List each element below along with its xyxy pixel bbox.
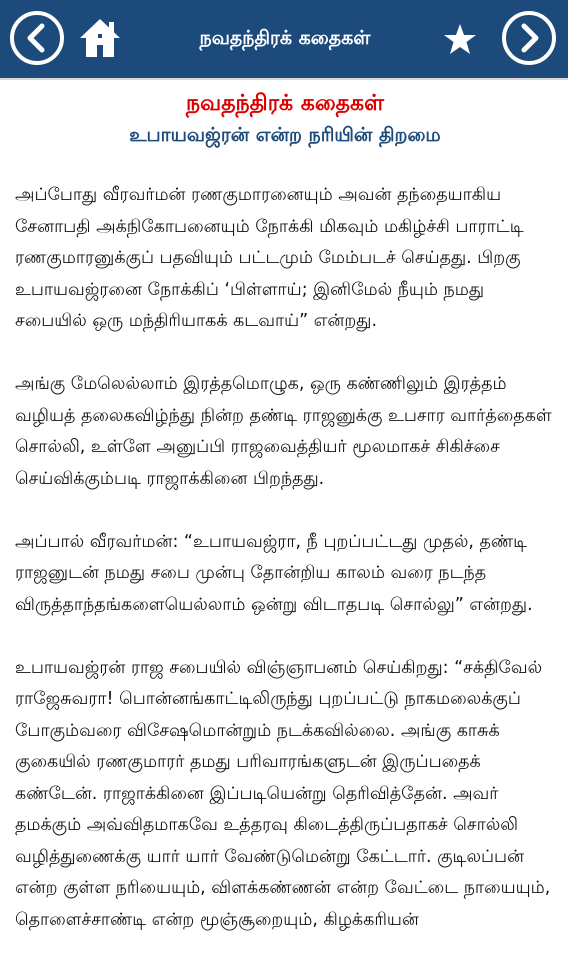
story-content [15, 88, 555, 968]
home-icon [78, 16, 122, 60]
story-paragraph: உபாயவஜ்ரன் ராஜ சபையில் விஞ்ஞாபனம் செய்கிறது: “சக்திவேல் ராஜேசுவரா! பொன்னங்காட்டிலிருந்து புறப்பட்டு நாகமலைக்குப் போகும்வரை விசேஷமொன்றும் நடக்கவில்லை. அங்கு காசுக் குகையில் ரணகுமாரர் தமது பரிவாரங்களுடன் இருப்பதைக் கண்டேன். ராஜாக்கினை இப்படியென்று தெரிவித்தேன். அவர் தமக்கும் அவ்விதமாகவே உத்தரவு கிடைத்திருப்பதாகச் சொல்லி வழித்துணைக்கு யார் யார் வேண்டுமென்று கேட்டார். குடிலப்பன் என்ற குள்ள நரியையும், விளக்கண்ணன் என்ற வேட்டை நாயையும், தொளைச்சாண்டி என்ற மூஞ்சூறையும், கிழக்கரியன் [15, 657, 551, 930]
back-button[interactable] [10, 11, 64, 65]
home-button[interactable] [78, 16, 122, 60]
top-app-bar [0, 0, 568, 80]
favorite-button[interactable] [443, 22, 477, 56]
story-paragraph: அங்கு மேலெல்லாம் இரத்தமொழுக, ஒரு கண்ணிலும் இரத்தம் வழியத் தலைகவிழ்ந்து நின்ற தண்டி ராஜனுக்கு உபசார வார்த்தைகள் சொல்லி, உள்ளே அனுப்பி ராஜவைத்தியர் மூலமாகச் சிகிச்சை செய்விக்கும்படி ராஜாக்கினை பிறந்தது. [15, 374, 552, 489]
app-bar-title: நவதந்திரக் கதைகள் [199, 26, 371, 49]
story-paragraph: அப்பால் வீரவர்மன்: “உபாயவஜ்ரா, நீ புறப்பட்டது முதல், தண்டி ராஜனுடன் நமது சபை முன்பு தோன்றிய காலம் வரை நடந்த விருத்தாந்தங்களையெல்லாம் ஒன்று விடாதபடி சொல்லு” என்றது. [15, 531, 533, 615]
chevron-right-icon [516, 23, 542, 53]
star-icon [443, 22, 477, 56]
next-button[interactable] [502, 11, 556, 65]
story-body [15, 180, 555, 936]
chevron-left-icon [24, 23, 50, 53]
story-paragraph: அப்போது வீரவர்மன் ரணகுமாரனையும் அவன் தந்தையாகிய சேனாபதி அக்நிகோபனையும் நோக்கி மிகவும் மகிழ்ச்சி பாராட்டி ரணகுமாரனுக்குப் பதவியும் பட்டமும் மேம்படச் செய்தது. பிறகு உபாயவஜ்ரனை நோக்கிப் ‘பிள்ளாய்; இனிமேல் நீயும் நமது சபையில் ஒரு மந்திரியாகக் கடவாய்” என்றது. [15, 185, 524, 331]
book-title: நவதந்திரக் கதைகள் [186, 91, 384, 116]
chapter-title: உபாயவஜ்ரன் என்ற நரியின் திறமை [129, 124, 441, 146]
